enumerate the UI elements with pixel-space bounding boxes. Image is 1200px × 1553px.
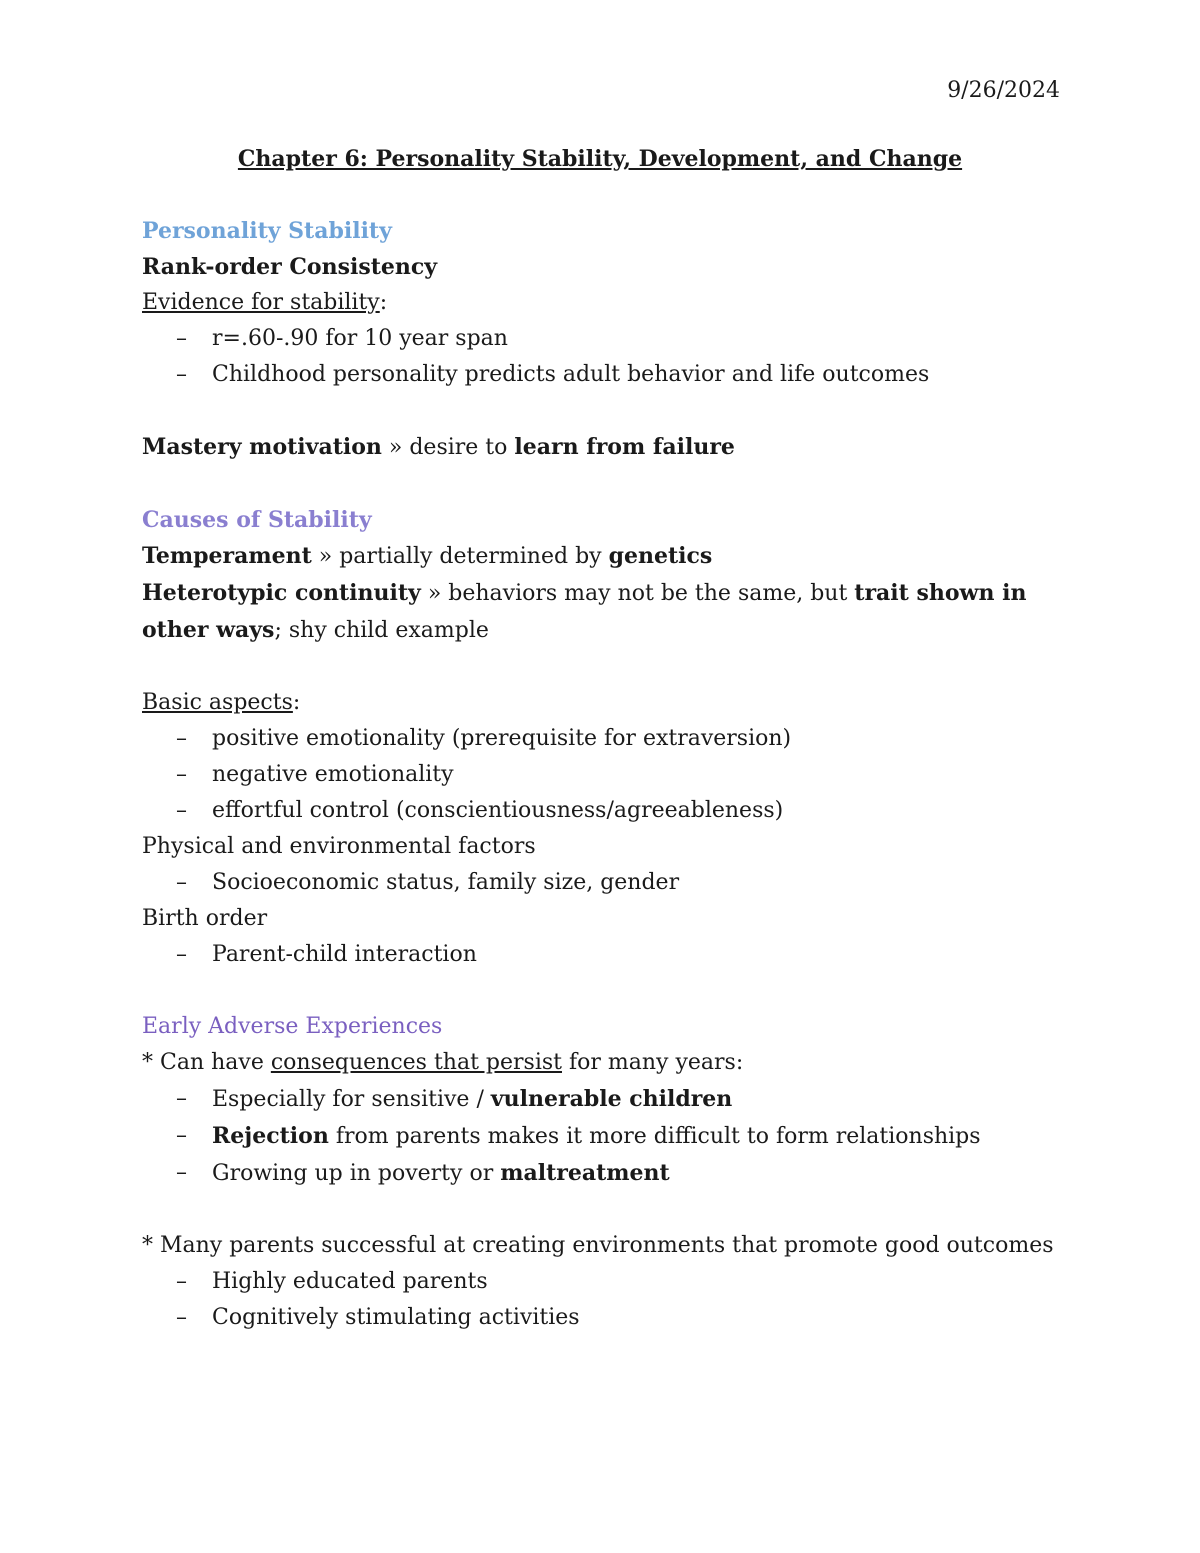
list-item-text: Especially for sensitive / [212, 1087, 491, 1112]
dash-bullet: – [176, 1160, 187, 1185]
list-item-text: Childhood personality predicts adult behavior and life outcomes [212, 362, 930, 387]
dash-bullet: – [176, 326, 187, 351]
heterotypic-bold: trait shown in other ways [142, 580, 1027, 643]
dash-bullet: – [176, 1086, 187, 1111]
physical-list [142, 865, 1072, 901]
dash-bullet: – [176, 942, 187, 967]
temperament-text: » partially determined by [311, 544, 609, 569]
dash-bullet: – [176, 1305, 187, 1330]
adverse-intro [142, 1045, 1072, 1081]
basic-label: Basic aspects [142, 690, 293, 715]
dash-bullet: – [176, 362, 187, 387]
list-item [142, 865, 1072, 901]
list-item [142, 1155, 1072, 1192]
adverse-intro-end: for many years: [562, 1050, 744, 1075]
temperament-term: Temperament [142, 543, 312, 569]
list-item-text: from parents makes it more difficult to form relationships [328, 1124, 981, 1149]
list-item-text: negative emotionality [212, 762, 454, 787]
list-item-text: r=.60-.90 for 10 year span [212, 326, 508, 351]
mastery-line [142, 429, 1072, 466]
heterotypic-term: Heterotypic continuity [142, 580, 421, 606]
section-heading-causes: Causes of Stability [142, 507, 372, 533]
birth-order-list [142, 937, 1072, 973]
heterotypic-text: » behaviors may not be the same, but [420, 581, 855, 606]
evidence-list [142, 321, 1072, 393]
list-item-text: Growing up in poverty or [212, 1161, 501, 1186]
list-item [142, 937, 1072, 973]
list-item-text: Highly educated parents [212, 1269, 488, 1294]
dash-bullet: – [176, 762, 187, 787]
mastery-text: » desire to [381, 435, 515, 460]
heterotypic-text-end: ; shy child example [274, 618, 489, 643]
temperament-line [142, 538, 1072, 575]
list-item-bold: vulnerable children [490, 1086, 733, 1112]
section-heading-adverse: Early Adverse Experiences [142, 1014, 443, 1039]
adverse-intro-start: * Can have [142, 1050, 271, 1075]
physical-label: Physical and environmental factors [142, 834, 536, 859]
list-item [142, 757, 1072, 793]
list-item [142, 1300, 1072, 1336]
dash-bullet: – [176, 1123, 187, 1148]
list-item-bold: maltreatment [500, 1160, 670, 1186]
basic-list [142, 721, 1072, 829]
evidence-label: Evidence for stability [142, 290, 380, 315]
basic-label-line [142, 685, 1072, 721]
list-item [142, 1118, 1072, 1155]
list-item-text: effortful control (conscientiousness/agreeableness) [212, 798, 784, 823]
temperament-bold-end: genetics [608, 543, 713, 569]
list-item-text: Parent-child interaction [212, 942, 477, 967]
adverse-list [142, 1081, 1072, 1192]
subheading-rank-order: Rank-order Consistency [142, 254, 438, 280]
birth-order-label: Birth order [142, 906, 268, 931]
dash-bullet: – [176, 798, 187, 823]
evidence-colon: : [379, 290, 388, 315]
list-item-text: positive emotionality (prerequisite for extraversion) [212, 726, 792, 751]
list-item [142, 793, 1072, 829]
heterotypic-line [142, 575, 1072, 649]
date: 9/26/2024 [947, 78, 1060, 103]
evidence-label-line [142, 285, 1072, 321]
list-item-text: Socioeconomic status, family size, gender [212, 870, 680, 895]
list-item [142, 321, 1072, 357]
mastery-term: Mastery motivation [142, 434, 382, 460]
document-body [142, 213, 1072, 1336]
page-title: Chapter 6: Personality Stability, Development, and Change [237, 146, 963, 172]
basic-colon: : [292, 690, 301, 715]
dash-bullet: – [176, 1269, 187, 1294]
list-item-bold: Rejection [212, 1123, 329, 1149]
section-heading-stability: Personality Stability [142, 218, 392, 244]
list-item [142, 1081, 1072, 1118]
parents-intro: * Many parents successful at creating environments that promote good outcomes [142, 1233, 1054, 1258]
dash-bullet: – [176, 870, 187, 895]
dash-bullet: – [176, 726, 187, 751]
adverse-intro-underline: consequences that persist [270, 1050, 562, 1075]
list-item-text: Cognitively stimulating activities [212, 1305, 580, 1330]
parents-list [142, 1264, 1072, 1336]
list-item [142, 1264, 1072, 1300]
mastery-bold-end: learn from failure [514, 434, 735, 460]
list-item [142, 721, 1072, 757]
list-item [142, 357, 1072, 393]
